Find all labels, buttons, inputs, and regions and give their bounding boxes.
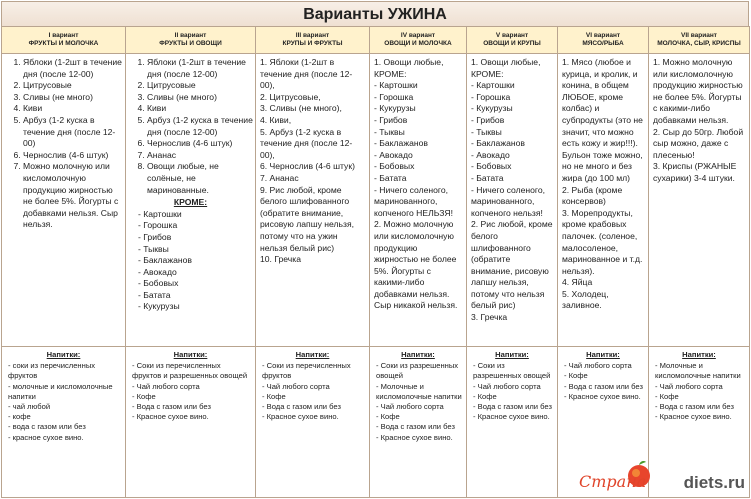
list-item: - вода с газом или без bbox=[8, 422, 86, 432]
list-item: 1. Овощи любые, КРОМЕ: bbox=[471, 57, 541, 79]
food-list bbox=[126, 57, 253, 196]
list-item: - Грибов bbox=[138, 231, 172, 242]
list-item: - Картошки bbox=[471, 80, 515, 91]
list-item: - Красное сухое вино. bbox=[376, 432, 453, 442]
list-item: - Авокадо bbox=[374, 149, 413, 160]
list-item: 2. Рис любой, кроме белого шлифованного (обратите внимание, рисовую лапшу нельзя, потому что нельзя белый рис) bbox=[471, 219, 553, 311]
list-item: - Кофе bbox=[376, 412, 400, 422]
list-item: 7. Ананас bbox=[147, 150, 253, 162]
list-item: - Баклажанов bbox=[138, 255, 192, 266]
list-item: 1. Овощи любые, КРОМЕ: bbox=[374, 57, 444, 79]
list-item: - Авокадо bbox=[138, 266, 177, 277]
list-item: - Вода с газом или без bbox=[655, 402, 734, 412]
list-item: - Грибов bbox=[374, 114, 408, 125]
drinks-heading: Напитки: bbox=[495, 350, 529, 359]
list-item: - красное сухое вино. bbox=[8, 432, 84, 442]
list-item: - Соки из перечисленных фруктов bbox=[262, 361, 351, 381]
list-item: - Тыквы bbox=[471, 126, 502, 137]
list-item: - Баклажанов bbox=[374, 138, 428, 149]
header-row bbox=[2, 27, 750, 54]
list-item: - Авокадо bbox=[471, 149, 510, 160]
column-header: III вариант КРУПЫ И ФРУКТЫ bbox=[256, 27, 370, 54]
list-item: - Красное сухое вино. bbox=[262, 412, 339, 422]
list-item: - Батата bbox=[374, 172, 407, 183]
food-list bbox=[467, 54, 557, 324]
drinks-heading: Напитки: bbox=[401, 350, 435, 359]
list-item: 3. Сливы (не много) bbox=[23, 92, 123, 104]
variant-5-foods bbox=[467, 54, 558, 347]
variant-3-foods bbox=[256, 54, 370, 347]
list-item: 3. Сливы (не много), bbox=[260, 103, 342, 114]
list-item: - чай любой bbox=[8, 402, 51, 412]
list-item: 8. Овощи любые, не солёные, не маринованные. bbox=[147, 161, 253, 196]
list-item: 7. Можно молочную или кисломолочную продукцию жирностью не более 5%. Йогурты с добавками нельзя. Сыр нельзя. bbox=[23, 161, 123, 231]
list-item: - Ничего соленого, маринованного, копченого нельзя! bbox=[471, 184, 546, 218]
list-item: 5. Арбуз (1-2 куска в течение дня (после 12-00) bbox=[23, 115, 123, 150]
list-item: 6. Чернослив (4-6 штук) bbox=[23, 150, 123, 162]
list-item: - Чай любого сорта bbox=[564, 361, 632, 371]
list-item: 2. Можно молочную или кисломолочную продукцию жирностью не более 5%. Йогурты с какими-либо добавками нельзя. Сыр никакой нельзя. bbox=[374, 219, 458, 311]
list-item: - Красное сухое вино. bbox=[473, 412, 550, 422]
list-item: 9. Рис любой, кроме белого шлифованного (обратите внимание, рисовую лапшу нельзя, потому что на ужин нельзя белый рис) bbox=[260, 184, 354, 253]
variant-4-foods bbox=[370, 54, 467, 347]
list-item: - Красное сухое вино. bbox=[132, 412, 209, 422]
variant-6-foods bbox=[558, 54, 649, 347]
list-item: 5. Арбуз (1-2 куска в течение дня (после 12-00) bbox=[147, 115, 253, 138]
column-header: II вариант ФРУКТЫ И ОВОЩИ bbox=[126, 27, 256, 54]
list-item: - Горошка bbox=[374, 91, 414, 102]
list-item: 1. Мясо (любое и курица, и кролик, и конина, в общем ЛЮБОЕ, кроме колбас) и субпродукты (это не значит, что можно есть кожу и жир!!!). Бульон тоже можно, но не много и без жира (до 100 мл) bbox=[562, 57, 643, 183]
list-item: 2. Сыр до 50гр. Любой сыр можно, даже с плесенью! bbox=[653, 126, 744, 160]
list-item: 2. Рыба (кроме консервов) bbox=[562, 184, 623, 207]
list-item: - Кофе bbox=[262, 391, 286, 401]
variant-3-drinks bbox=[256, 347, 370, 498]
column-header: VI вариант МЯСО/РЫБА bbox=[558, 27, 649, 54]
list-item: - Красное сухое вино. bbox=[655, 412, 732, 422]
variant-7-foods bbox=[649, 54, 750, 347]
list-item: 2. Цитрусовые bbox=[147, 80, 253, 92]
list-item: - Чай любого сорта bbox=[376, 402, 444, 412]
variant-2-drinks bbox=[126, 347, 256, 498]
list-item: 3. Морепродукты, кроме крабовых палочек. (соленое, малосоленое, маринованное и т.д. нельзя). bbox=[562, 207, 643, 276]
list-item: - Красное сухое вино. bbox=[564, 391, 641, 401]
list-item: - Вода с газом или без bbox=[564, 381, 643, 391]
list-item: 4. Яйца bbox=[562, 277, 593, 288]
list-item: - Вода с газом или без bbox=[262, 402, 341, 412]
list-item: - Соки из перечисленных фруктов и разрешенных овощей bbox=[132, 361, 248, 381]
list-item: 1. Яблоки (1-2шт в течение дня (после 12-00) bbox=[23, 57, 123, 80]
column-header: V вариант ОВОЩИ И КРУПЫ bbox=[467, 27, 558, 54]
list-item: - Батата bbox=[471, 172, 504, 183]
list-item: - Кукурузы bbox=[138, 301, 180, 312]
list-item: - Молочные и кисломолочные напитки bbox=[655, 361, 741, 381]
list-item: - Чай любого сорта bbox=[655, 381, 723, 391]
list-item: 6. Чернослив (4-6 штук) bbox=[260, 161, 355, 172]
list-item: 5. Холодец, заливное. bbox=[562, 288, 609, 311]
list-item: - Картошки bbox=[138, 208, 182, 219]
except-list bbox=[126, 209, 255, 313]
list-item: - Кукурузы bbox=[471, 103, 513, 114]
list-item: 3. Сливы (не много) bbox=[147, 92, 253, 104]
food-list bbox=[370, 54, 466, 312]
list-item: - Вода с газом или без bbox=[132, 402, 211, 412]
list-item: - Горошка bbox=[138, 220, 178, 231]
list-item: 4. Киви bbox=[23, 103, 123, 115]
list-item: - Кофе bbox=[132, 391, 156, 401]
list-item: - Горошка bbox=[471, 91, 511, 102]
variant-2-foods bbox=[126, 54, 256, 347]
list-item: - соки из перечисленных фруктов bbox=[8, 361, 96, 381]
variant-4-drinks bbox=[370, 347, 467, 498]
drinks-heading: Напитки: bbox=[46, 350, 81, 359]
watermark-site[interactable]: diets.ru bbox=[683, 473, 745, 492]
drinks-heading: Напитки: bbox=[295, 350, 330, 359]
list-item: - Чай любого сорта bbox=[473, 381, 541, 391]
list-item: 6. Чернослив (4-6 штук) bbox=[147, 138, 253, 150]
list-item: - Вода с газом или без bbox=[473, 402, 552, 412]
list-item: 4. Киви bbox=[147, 103, 253, 115]
dinner-variants-table bbox=[1, 26, 750, 498]
drinks-heading: Напитки: bbox=[682, 350, 716, 359]
list-item: - Батата bbox=[138, 289, 171, 300]
list-item: - Кофе bbox=[564, 371, 588, 381]
variant-1-drinks bbox=[2, 347, 126, 498]
food-list bbox=[558, 54, 648, 312]
list-item: - Чай любого сорта bbox=[262, 381, 330, 391]
list-item: - Бобовых bbox=[374, 161, 415, 172]
list-item: 1. Яблоки (1-2шт в течение дня (после 12-00) bbox=[147, 57, 253, 80]
list-item: 3. Криспы (РЖАНЫЕ сухарики) 3-4 штуки. bbox=[653, 161, 737, 183]
list-item: - кофе bbox=[8, 412, 31, 422]
list-item: - Кофе bbox=[655, 391, 679, 401]
variant-5-drinks bbox=[467, 347, 558, 498]
list-item: 3. Гречка bbox=[471, 312, 508, 323]
list-item: 1. Яблоки (1-2шт в течение дня (после 12-00), bbox=[260, 57, 353, 91]
list-item: 5. Арбуз (1-2 куска в течение дня (после 12-00), bbox=[260, 126, 353, 160]
watermark-logo bbox=[579, 457, 749, 497]
list-item: - Вода с газом или без bbox=[376, 422, 455, 432]
list-item: - Соки из разрешенных овощей bbox=[473, 361, 551, 381]
drinks-heading: Напитки: bbox=[173, 350, 208, 359]
list-item: 4. Киви, bbox=[260, 114, 292, 125]
list-item: - Тыквы bbox=[138, 243, 169, 254]
list-item: 10. Гречка bbox=[260, 254, 301, 265]
food-list bbox=[2, 57, 123, 231]
list-item: 2. Цитрусовые, bbox=[260, 91, 321, 102]
variant-1-foods bbox=[2, 54, 126, 347]
page-title: Варианты УЖИНА bbox=[1, 1, 749, 27]
list-item: 7. Ананас bbox=[260, 172, 299, 183]
watermark-text: Страна bbox=[579, 472, 647, 491]
list-item: - Тыквы bbox=[374, 126, 405, 137]
list-item: - Бобовых bbox=[138, 278, 179, 289]
foods-row bbox=[2, 54, 750, 347]
list-item: 1. Можно молочную или кисломолочную продукцию жирностью не более 5%. Йогурты с какими-либо добавками нельзя. bbox=[653, 57, 743, 125]
list-item: 2. Цитрусовые bbox=[23, 80, 123, 92]
food-list bbox=[256, 54, 369, 266]
drinks-heading: Напитки: bbox=[586, 350, 620, 359]
list-item: - Баклажанов bbox=[471, 138, 525, 149]
list-item: - Кукурузы bbox=[374, 103, 416, 114]
list-item: - молочные и кисломолочные напитки bbox=[8, 381, 113, 401]
list-item: - Молочные и кисломолочные напитки bbox=[376, 381, 462, 401]
list-item: - Бобовых bbox=[471, 161, 512, 172]
list-item: - Ничего соленого, маринованного, копченого НЕЛЬЗЯ! bbox=[374, 184, 453, 218]
column-header: IV вариант ОВОЩИ И МОЛОЧКА bbox=[370, 27, 467, 54]
except-heading: КРОМЕ: bbox=[173, 197, 208, 208]
food-list bbox=[649, 54, 749, 185]
column-header: VII вариант МОЛОЧКА, СЫР, КРИСПЫ bbox=[649, 27, 750, 54]
column-header: I вариант ФРУКТЫ И МОЛОЧКА bbox=[2, 27, 126, 54]
list-item: - Чай любого сорта bbox=[132, 381, 200, 391]
list-item: - Кофе bbox=[473, 391, 497, 401]
list-item: - Соки из разрешенных овощей bbox=[376, 361, 459, 381]
list-item: - Картошки bbox=[374, 80, 418, 91]
list-item: - Грибов bbox=[471, 114, 505, 125]
